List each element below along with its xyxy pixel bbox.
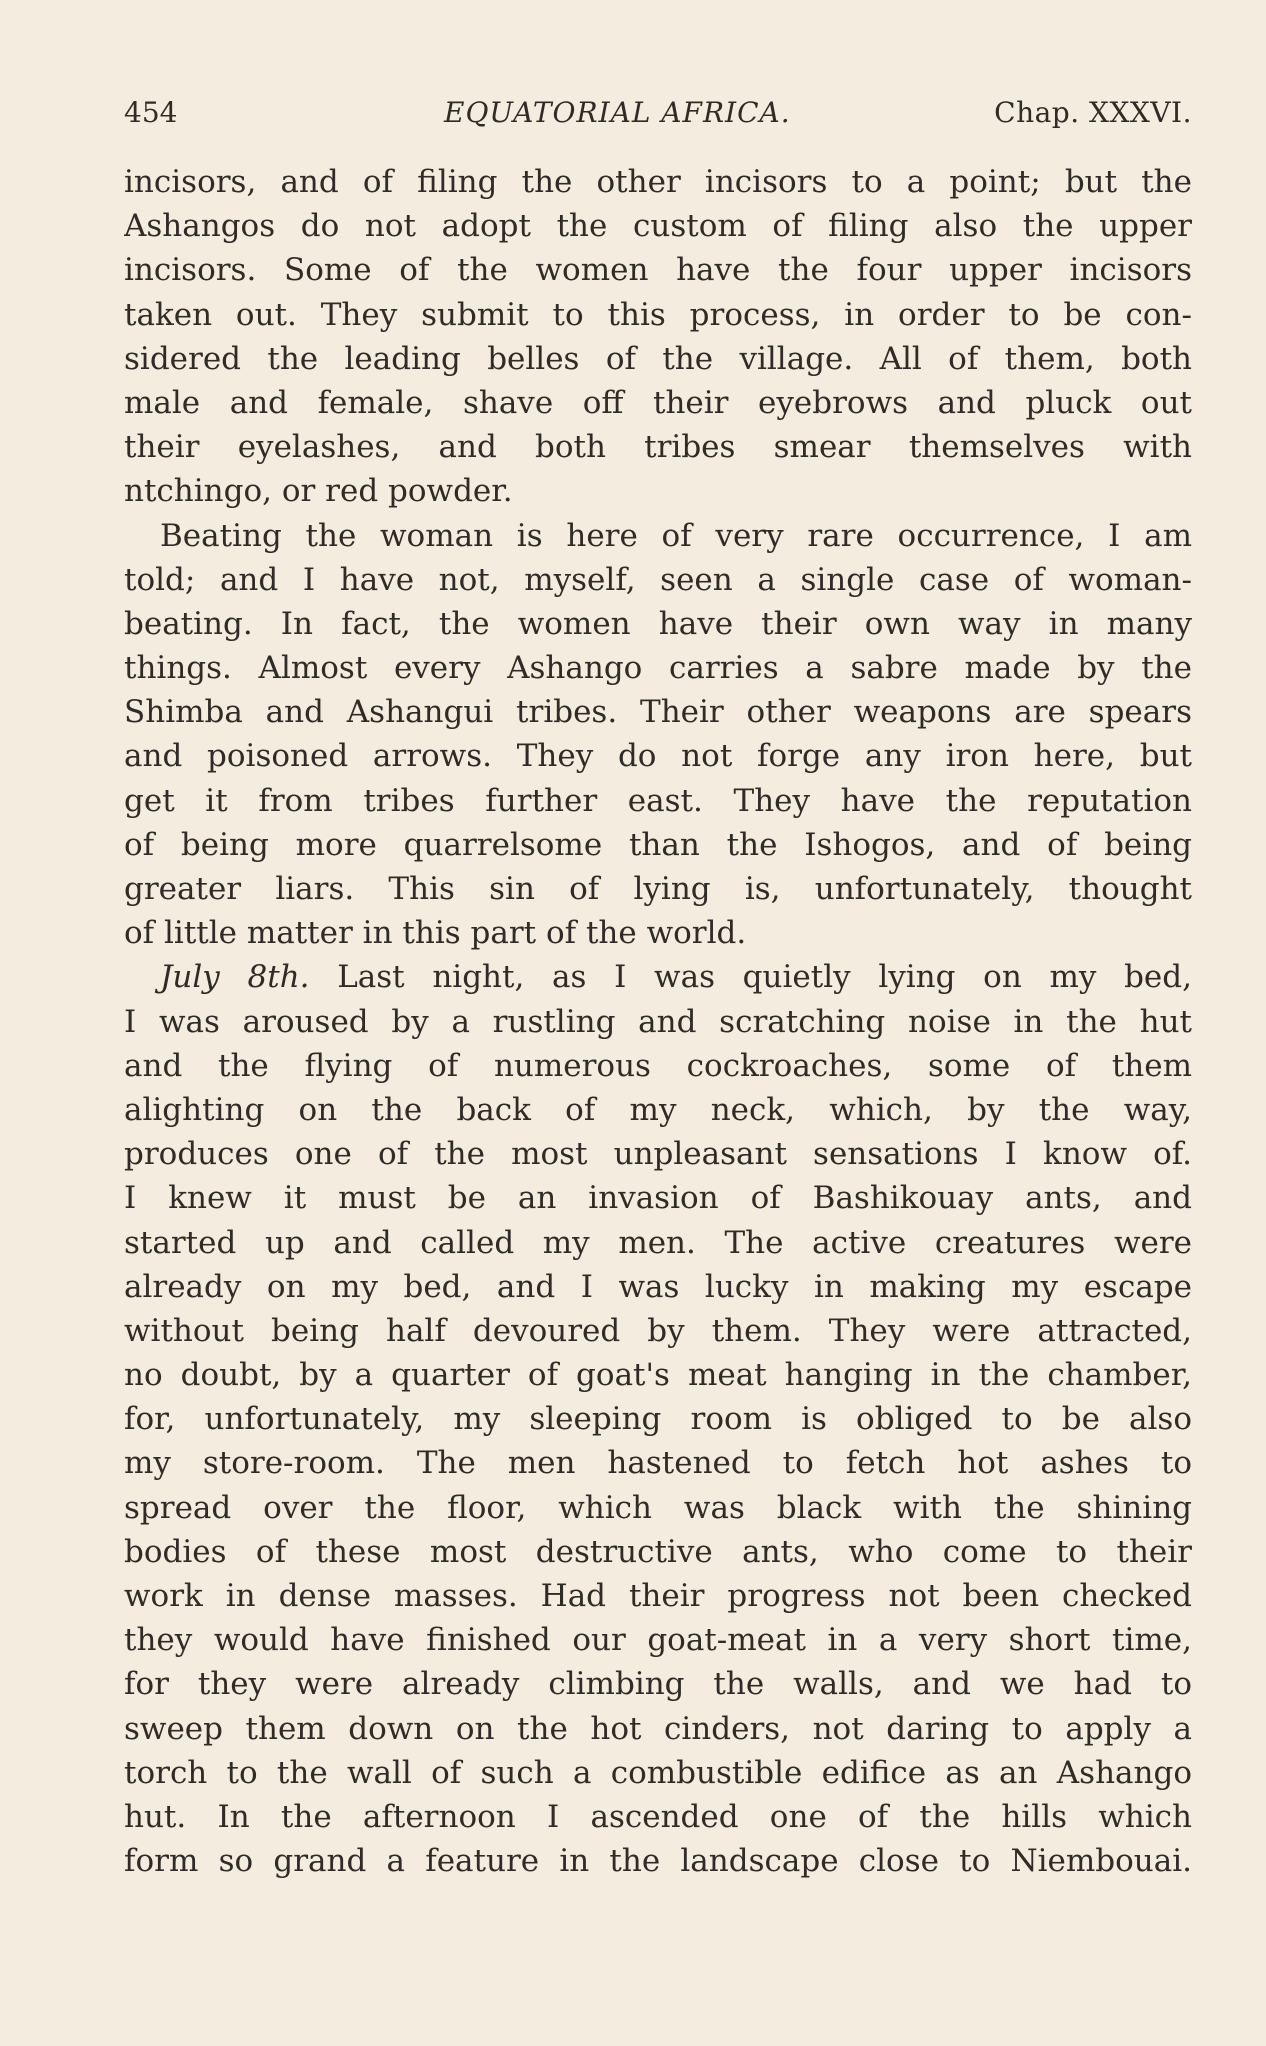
text-line: I was aroused by a rustling and scratching noise in the hut	[124, 1003, 1192, 1040]
running-title: EQUATORIAL AFRICA.	[444, 96, 791, 129]
text-line: male and female, shave off their eyebrows and pluck out	[124, 384, 1192, 421]
text-line: started up and called my men. The active creatures were	[124, 1224, 1192, 1261]
text-line: spread over the floor, which was black with the shining	[124, 1489, 1192, 1526]
text-line: for, unfortunately, my sleeping room is obliged to be also	[124, 1401, 1192, 1438]
text-line: produces one of the most unpleasant sensations I know of.	[124, 1136, 1192, 1173]
text-line: and poisoned arrows. They do not forge any iron here, but	[124, 738, 1192, 775]
text-line: ntchingo, or red powder.	[124, 473, 513, 510]
text-line: no doubt, by a quarter of goat's meat hanging in the chamber,	[124, 1357, 1192, 1394]
text-line	[124, 955, 1192, 999]
page-number: 454	[124, 96, 178, 129]
chapter-label: Chap. XXXVI.	[994, 96, 1192, 129]
paragraph-ant-invasion	[124, 955, 1192, 1883]
text-line: told; and I have not, myself, seen a single case of woman-	[124, 561, 1192, 598]
text-line: things. Almost every Ashango carries a sabre made by the	[124, 650, 1192, 687]
paragraph-ashango-habits	[124, 514, 1192, 956]
body-text	[124, 160, 1192, 1883]
text-line: for they were already climbing the walls, and we had to	[124, 1666, 1192, 1703]
first-line-text: Last night, as I was quietly lying on my bed,	[309, 959, 1192, 996]
text-line: they would have finished our goat-meat in a very short time,	[124, 1622, 1192, 1659]
text-line: torch to the wall of such a combustible edifice as an Ashango	[124, 1754, 1192, 1791]
text-line: Shimba and Ashangui tribes. Their other weapons are spears	[124, 694, 1192, 731]
text-line: form so grand a feature in the landscape close to Niembouai.	[124, 1843, 1192, 1880]
text-line: beating. In fact, the women have their own way in many	[124, 605, 1192, 642]
text-line: of little matter in this part of the world.	[124, 915, 747, 952]
text-line: already on my bed, and I was lucky in making my escape	[124, 1268, 1192, 1305]
text-line: sidered the leading belles of the village. All of them, both	[124, 340, 1192, 377]
text-line: their eyelashes, and both tribes smear themselves with	[124, 429, 1192, 466]
paragraph-teeth-customs	[124, 160, 1192, 514]
text-line: incisors. Some of the women have the four upper incisors	[124, 252, 1192, 289]
text-line: and the flying of numerous cockroaches, some of them	[124, 1047, 1192, 1084]
running-header	[124, 96, 1192, 136]
text-line: I knew it must be an invasion of Bashikouay ants, and	[124, 1180, 1192, 1217]
text-line: incisors, and of filing the other incisors to a point; but the	[124, 164, 1192, 200]
text-line: greater liars. This sin of lying is, unfortunately, thought	[124, 871, 1192, 907]
text-line: Ashangos do not adopt the custom of filing also the upper	[124, 208, 1192, 245]
text-line: work in dense masses. Had their progress not been checked	[124, 1578, 1192, 1614]
text-line: of being more quarrelsome than the Ishogos, and of being	[124, 826, 1192, 863]
text-line: taken out. They submit to this process, in order to be con-	[124, 296, 1192, 333]
journal-date: July 8th.	[160, 959, 310, 996]
text-line: sweep them down on the hot cinders, not daring to apply a	[124, 1710, 1192, 1747]
text-line: bodies of these most destructive ants, who come to their	[124, 1533, 1192, 1570]
text-line: my store-room. The men hastened to fetch hot ashes to	[124, 1445, 1192, 1482]
text-line: get it from tribes further east. They have the reputation	[124, 782, 1192, 819]
text-line: Beating the woman is here of very rare occurrence, I am	[160, 517, 1192, 554]
text-line: alighting on the back of my neck, which, by the way,	[124, 1091, 1192, 1128]
text-line: hut. In the afternoon I ascended one of the hills which	[124, 1798, 1192, 1835]
text-line: without being half devoured by them. They were attracted,	[124, 1312, 1192, 1349]
